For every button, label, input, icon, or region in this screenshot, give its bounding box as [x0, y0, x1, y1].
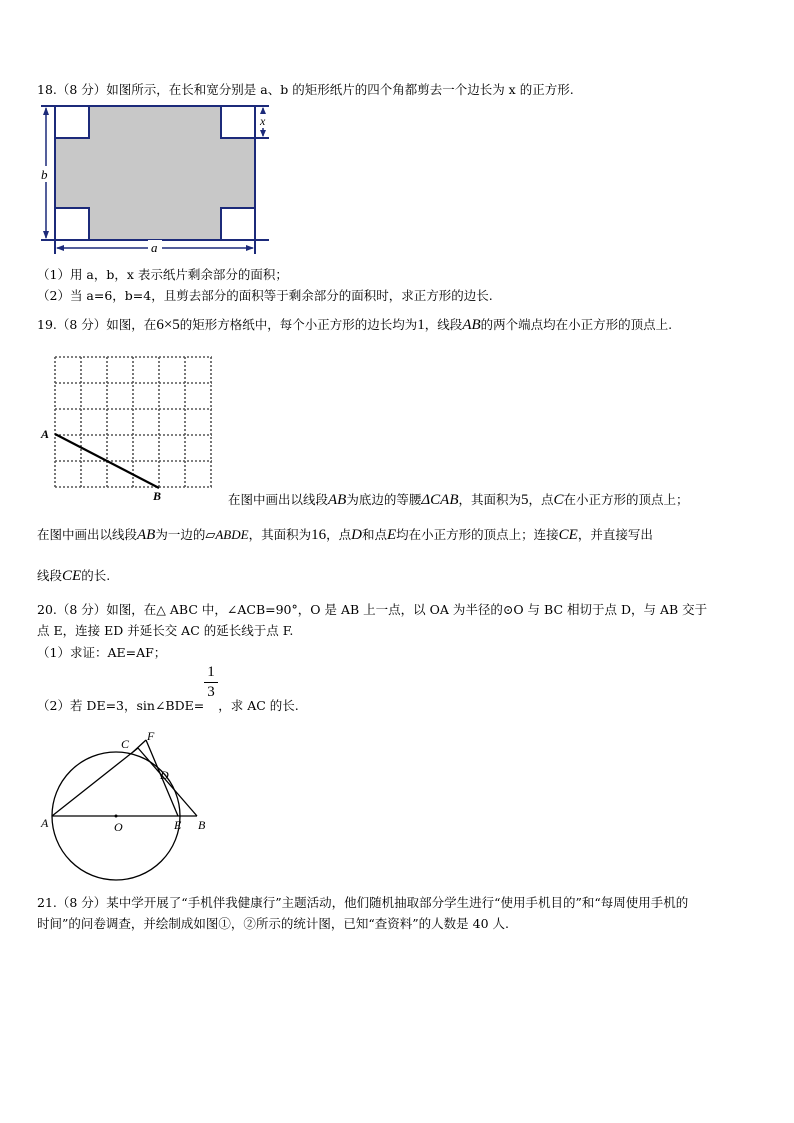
- q20-label-c: C: [121, 737, 130, 751]
- q18-figure: [37, 100, 277, 258]
- q18-stem: 18.（8 分）如图所示，在长和宽分别是 a、b 的矩形纸片的四个角都剪去一个边长为 x 的正方形.: [37, 82, 574, 97]
- q19-label-b: B: [153, 489, 162, 503]
- q18-label-x: x: [260, 114, 266, 128]
- q18-label-a: a: [151, 240, 158, 255]
- q20-label-o: O: [114, 820, 123, 834]
- q20-label-d: D: [160, 768, 169, 782]
- q20-fraction: 1 3: [204, 664, 218, 701]
- q21-line1: 21.（8 分）某中学开展了“手机伴我健康行”主题活动，他们随机抽取部分学生进行“使用手机目的”和“每周使用手机的: [37, 895, 689, 910]
- q20-label-e: E: [174, 818, 182, 832]
- q21-line2: 时间”的问卷调查，并绘制成如图①，②所示的统计图，已知“查资料”的人数是 40 人.: [37, 916, 509, 931]
- q18-part2: （2）当 a=6，b=4，且剪去部分的面积等于剩余部分的面积时，求正方形的边长.: [37, 288, 493, 303]
- q19-line2: 在图中画出以线段AB为底边的等腰ΔCAB，其面积为5，点C在小正方形的顶点上；: [228, 492, 689, 508]
- q20-line1: 20.（8 分）如图，在△ ABC 中，∠ACB=90°，O 是 AB 上一点，以 OA 为半径的⊙O 与 BC 相切于点 D，与 AB 交于: [37, 602, 708, 617]
- q19-line3: 在图中画出以线段AB为一边的▱ABDE，其面积为16，点D和点E均在小正方形的顶点上；连接CE，并直接写出: [37, 527, 653, 543]
- q20-part2: （2）若 DE=3，sin∠BDE= ，求 AC 的长.: [37, 698, 299, 713]
- q19-line4: 线段CE的长.: [37, 568, 111, 584]
- q19-label-a: A: [41, 427, 50, 441]
- q20-label-a: A: [41, 816, 49, 830]
- q20-label-f: F: [147, 729, 155, 743]
- q19-grid-figure: [40, 352, 220, 503]
- q20-line2: 点 E，连接 ED 并延长交 AC 的延长线于点 F.: [37, 623, 294, 638]
- q20-label-b: B: [198, 818, 206, 832]
- q18-part1: （1）用 a，b，x 表示纸片剩余部分的面积；: [37, 267, 288, 282]
- q19-line1: 19.（8 分）如图，在6×5的矩形方格纸中，每个小正方形的边长均为1，线段AB的两个端点均在小正方形的顶点上.: [37, 317, 673, 333]
- q18-label-b: b: [41, 167, 48, 182]
- q20-circle-figure: [37, 728, 217, 880]
- q20-part1: （1）求证：AE=AF；: [37, 645, 167, 660]
